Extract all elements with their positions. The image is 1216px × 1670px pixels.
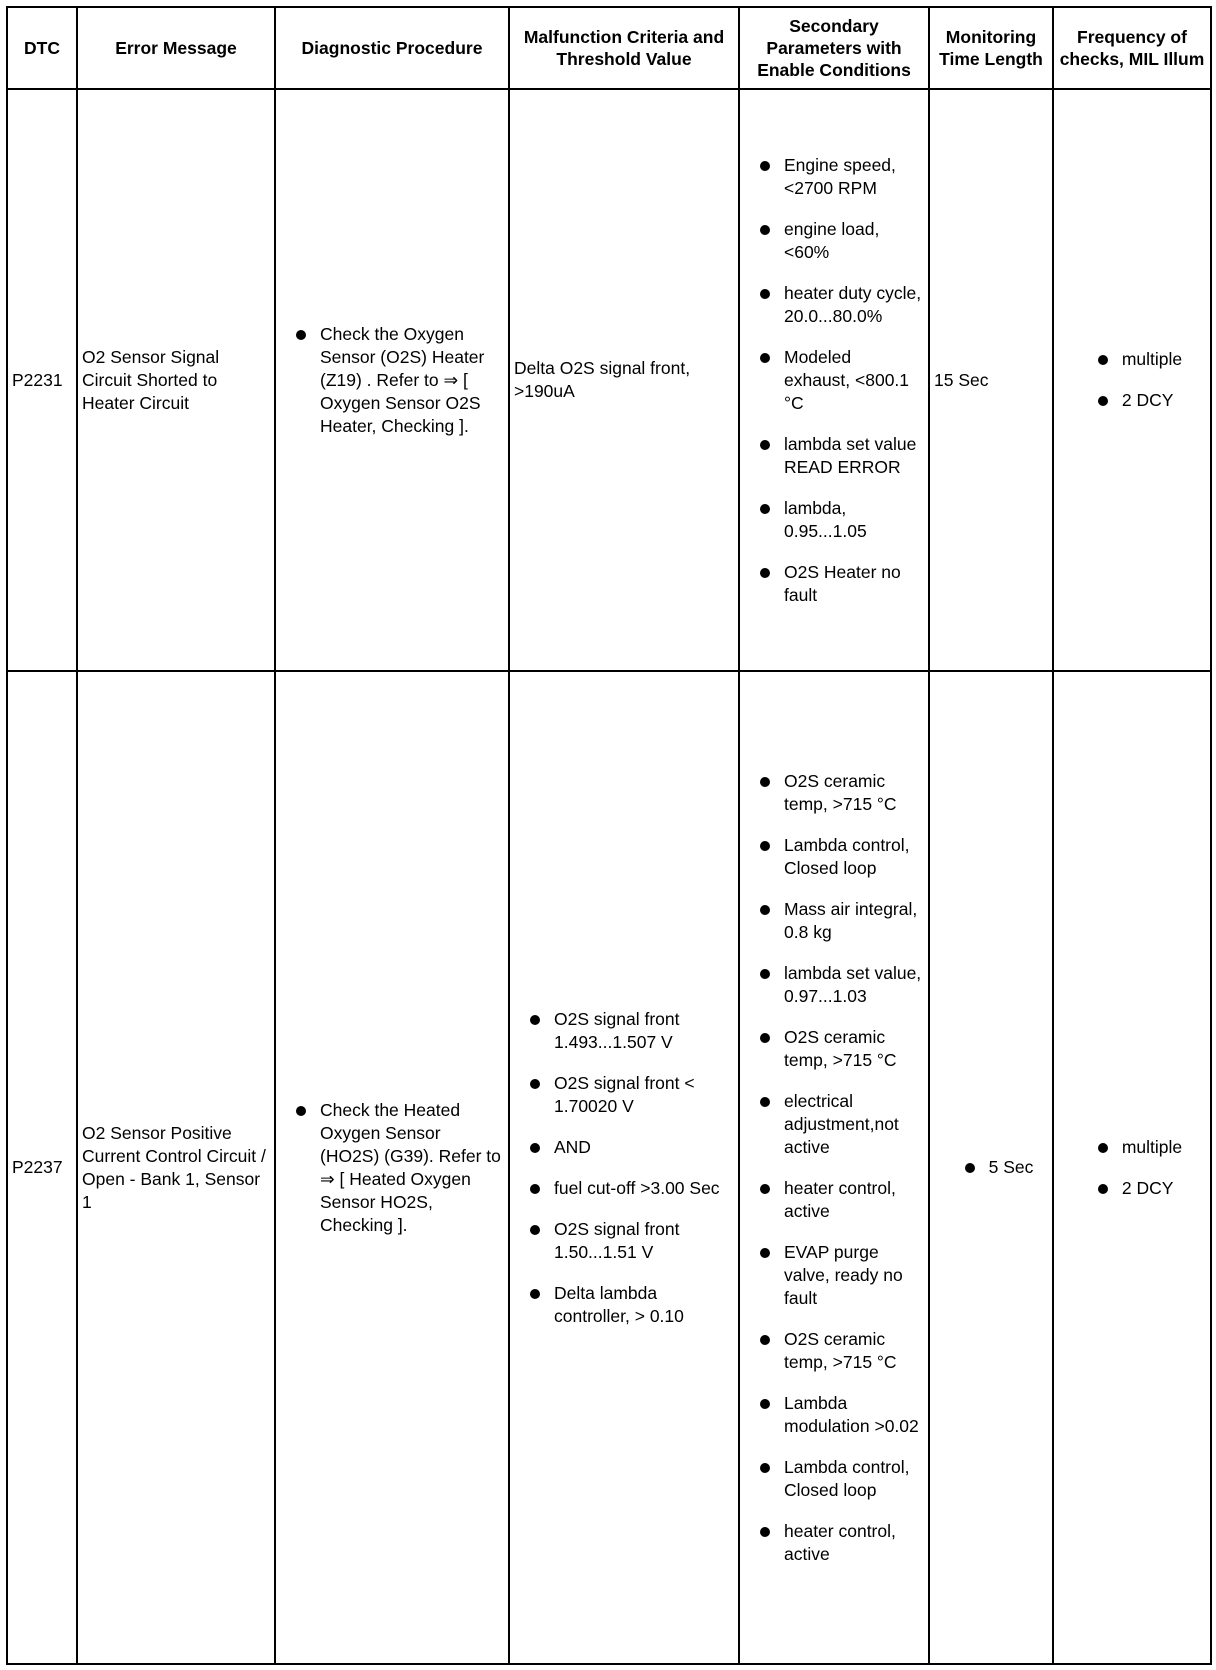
secondary-parameters: [739, 89, 929, 671]
monitoring-item: 5 Sec: [949, 1156, 1034, 1179]
secondary-item: heater duty cycle, 20.0...80.0%: [744, 282, 922, 328]
secondary-item: Lambda control, Closed loop: [744, 834, 922, 880]
secondary-item: heater control, active: [744, 1177, 922, 1223]
secondary-item: EVAP purge valve, ready no fault: [744, 1241, 922, 1310]
frequency-item: multiple: [1082, 348, 1182, 371]
table-row: [7, 89, 1211, 671]
error-message: O2 Sensor Signal Circuit Shorted to Heater Circuit: [77, 89, 275, 671]
monitoring-time: [929, 671, 1053, 1664]
malfunction-criteria: Delta O2S signal front, >190uA: [509, 89, 739, 671]
secondary-item: lambda set value READ ERROR: [744, 433, 922, 479]
frequency-item: 2 DCY: [1082, 1177, 1182, 1200]
criteria-item: AND: [514, 1136, 734, 1159]
table-row: [7, 671, 1211, 1664]
header-malfunction-criteria: Malfunction Criteria and Threshold Value: [509, 7, 739, 89]
criteria-item: O2S signal front 1.50...1.51 V: [514, 1218, 734, 1264]
criteria-item: Delta lambda controller, > 0.10: [514, 1282, 734, 1328]
frequency: [1053, 89, 1211, 671]
header-frequency: Frequency of checks, MIL Illum: [1053, 7, 1211, 89]
criteria-item: O2S signal front 1.493...1.507 V: [514, 1008, 734, 1054]
criteria-item: O2S signal front < 1.70020 V: [514, 1072, 734, 1118]
header-error-message: Error Message: [77, 7, 275, 89]
header-dtc: DTC: [7, 7, 77, 89]
secondary-item: lambda, 0.95...1.05: [744, 497, 922, 543]
diagnostic-procedure: [275, 671, 509, 1664]
secondary-item: electrical adjustment,not active: [744, 1090, 922, 1159]
frequency: [1053, 671, 1211, 1664]
procedure-item: Check the Oxygen Sensor (O2S) Heater (Z19) . Refer to ⇒ [ Oxygen Sensor O2S Heater, Checking ].: [280, 323, 504, 438]
diagnostic-procedure: [275, 89, 509, 671]
header-row: [7, 7, 1211, 89]
secondary-item: Engine speed, <2700 RPM: [744, 154, 922, 200]
secondary-item: O2S ceramic temp, >715 °C: [744, 1328, 922, 1374]
secondary-item: Lambda modulation >0.02: [744, 1392, 922, 1438]
secondary-item: engine load, <60%: [744, 218, 922, 264]
secondary-item: heater control, active: [744, 1520, 922, 1566]
secondary-item: Modeled exhaust, <800.1 °C: [744, 346, 922, 415]
header-monitoring-time: Monitoring Time Length: [929, 7, 1053, 89]
secondary-item: O2S ceramic temp, >715 °C: [744, 770, 922, 816]
error-message: O2 Sensor Positive Current Control Circuit / Open - Bank 1, Sensor 1: [77, 671, 275, 1664]
dtc-table: [6, 6, 1212, 1665]
malfunction-criteria: [509, 671, 739, 1664]
dtc-code: P2231: [7, 89, 77, 671]
secondary-item: O2S ceramic temp, >715 °C: [744, 1026, 922, 1072]
secondary-item: Lambda control, Closed loop: [744, 1456, 922, 1502]
header-diagnostic-procedure: Diagnostic Procedure: [275, 7, 509, 89]
procedure-item: Check the Heated Oxygen Sensor (HO2S) (G39). Refer to ⇒ [ Heated Oxygen Sensor HO2S, Checking ].: [280, 1099, 504, 1237]
secondary-item: O2S Heater no fault: [744, 561, 922, 607]
secondary-parameters: [739, 671, 929, 1664]
secondary-item: lambda set value, 0.97...1.03: [744, 962, 922, 1008]
header-secondary-parameters: Secondary Parameters with Enable Conditions: [739, 7, 929, 89]
monitoring-time: 15 Sec: [929, 89, 1053, 671]
frequency-item: multiple: [1082, 1136, 1182, 1159]
dtc-code: P2237: [7, 671, 77, 1664]
frequency-item: 2 DCY: [1082, 389, 1182, 412]
secondary-item: Mass air integral, 0.8 kg: [744, 898, 922, 944]
criteria-item: fuel cut-off >3.00 Sec: [514, 1177, 734, 1200]
